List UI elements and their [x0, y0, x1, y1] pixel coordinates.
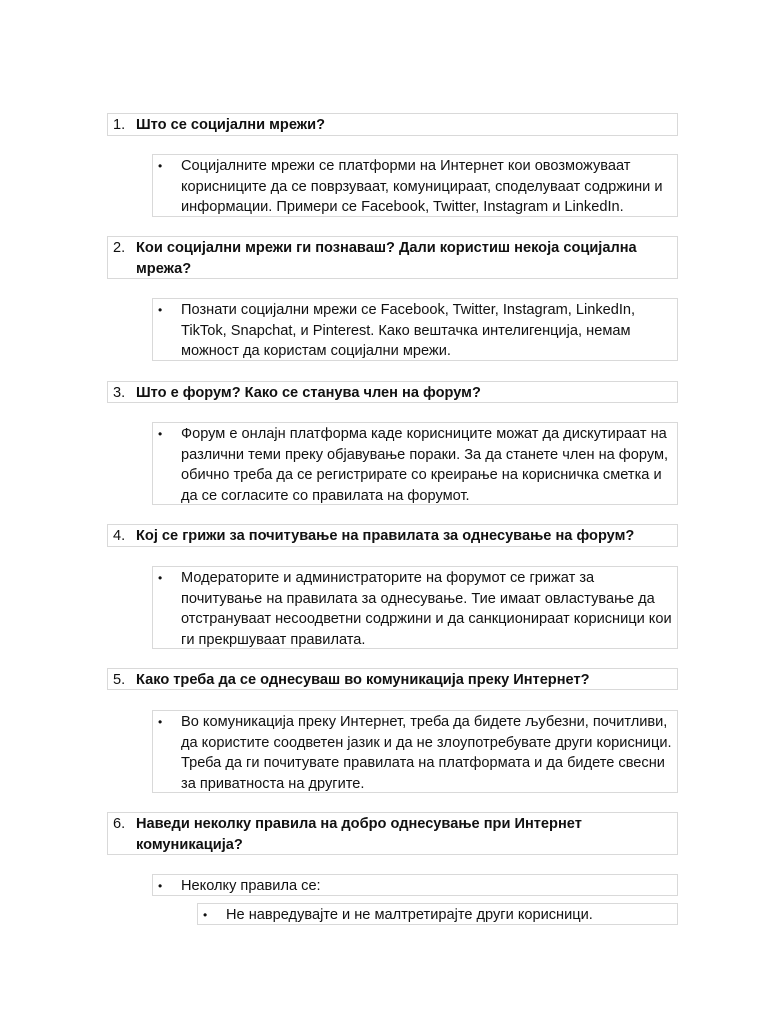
answer-3: [152, 422, 678, 505]
bullet-icon: •: [158, 879, 163, 893]
answer-text: Познати социјални мрежи се Facebook, Twitter, Instagram, LinkedIn, TikTok, Snapchat, и Pinterest. Како вештачка интелигенција, немам можност да користам социјални мрежи.: [181, 302, 636, 359]
question-number: 6.: [113, 816, 126, 832]
question-5: [107, 668, 678, 690]
question-3: [107, 381, 678, 403]
bullet-icon: •: [158, 427, 163, 441]
answer-6: [152, 874, 678, 896]
answer-text: Форум е онлајн платформа каде корисниците можат да дискутираат на различни теми преку објавување пораки. За да станете член на форум, обично треба да се регистрирате со креирање на корисничка сметка и да се согласите со правилата на форумот.: [181, 426, 669, 504]
answer-1: [152, 154, 678, 217]
question-text: Како треба да се однесуваш во комуникација преку Интернет?: [136, 672, 590, 688]
question-number: 3.: [113, 385, 126, 401]
answer-text: Модераторите и администраторите на форумот се грижат за почитување на правилата за однесување. Тие имаат овластување да отстрануваат несоодветни содржини и да санкционираат корисници кои ги прекршуваат правилата.: [181, 570, 672, 648]
bullet-icon: •: [158, 571, 163, 585]
bullet-icon: •: [158, 715, 163, 729]
question-number: 2.: [113, 240, 126, 256]
question-text: Наведи неколку правила на добро однесување при Интернет комуникација?: [136, 816, 582, 853]
question-2: [107, 236, 678, 279]
question-4: [107, 524, 678, 547]
answer-5: [152, 710, 678, 793]
question-number: 1.: [113, 117, 126, 133]
bullet-icon: •: [203, 908, 208, 922]
question-6: [107, 812, 678, 855]
answer-4: [152, 566, 678, 649]
question-text: Што се социјални мрежи?: [136, 117, 325, 133]
question-text: Кои социјални мрежи ги познаваш? Дали користиш некоја социјална мрежа?: [136, 240, 637, 277]
bullet-icon: •: [158, 159, 163, 173]
sub-answer-text: Не навредувајте и не малтретирајте други корисници.: [226, 907, 593, 923]
question-1: [107, 113, 678, 136]
sub-answer-6-1: [197, 903, 678, 925]
answer-text: Во комуникација преку Интернет, треба да бидете љубезни, почитливи, да користите соодветен јазик и да не злоупотребувате други корисници. Треба да ги почитувате правилата на платформата и да бидете свесни за приватноста на другите.: [181, 714, 672, 792]
answer-text: Социјалните мрежи се платформи на Интернет кои овозможуваат корисниците да се поврзуваат, комуницираат, споделуваат содржини и информации. Примери се Facebook, Twitter, Instagram и LinkedIn.: [181, 158, 663, 215]
bullet-icon: •: [158, 303, 163, 317]
question-text: Кој се грижи за почитување на правилата за однесување на форум?: [136, 528, 635, 544]
answer-2: [152, 298, 678, 361]
question-text: Што е форум? Како се станува член на форум?: [136, 385, 481, 401]
answer-text: Неколку правила се:: [181, 878, 321, 894]
question-number: 4.: [113, 528, 126, 544]
question-number: 5.: [113, 672, 126, 688]
